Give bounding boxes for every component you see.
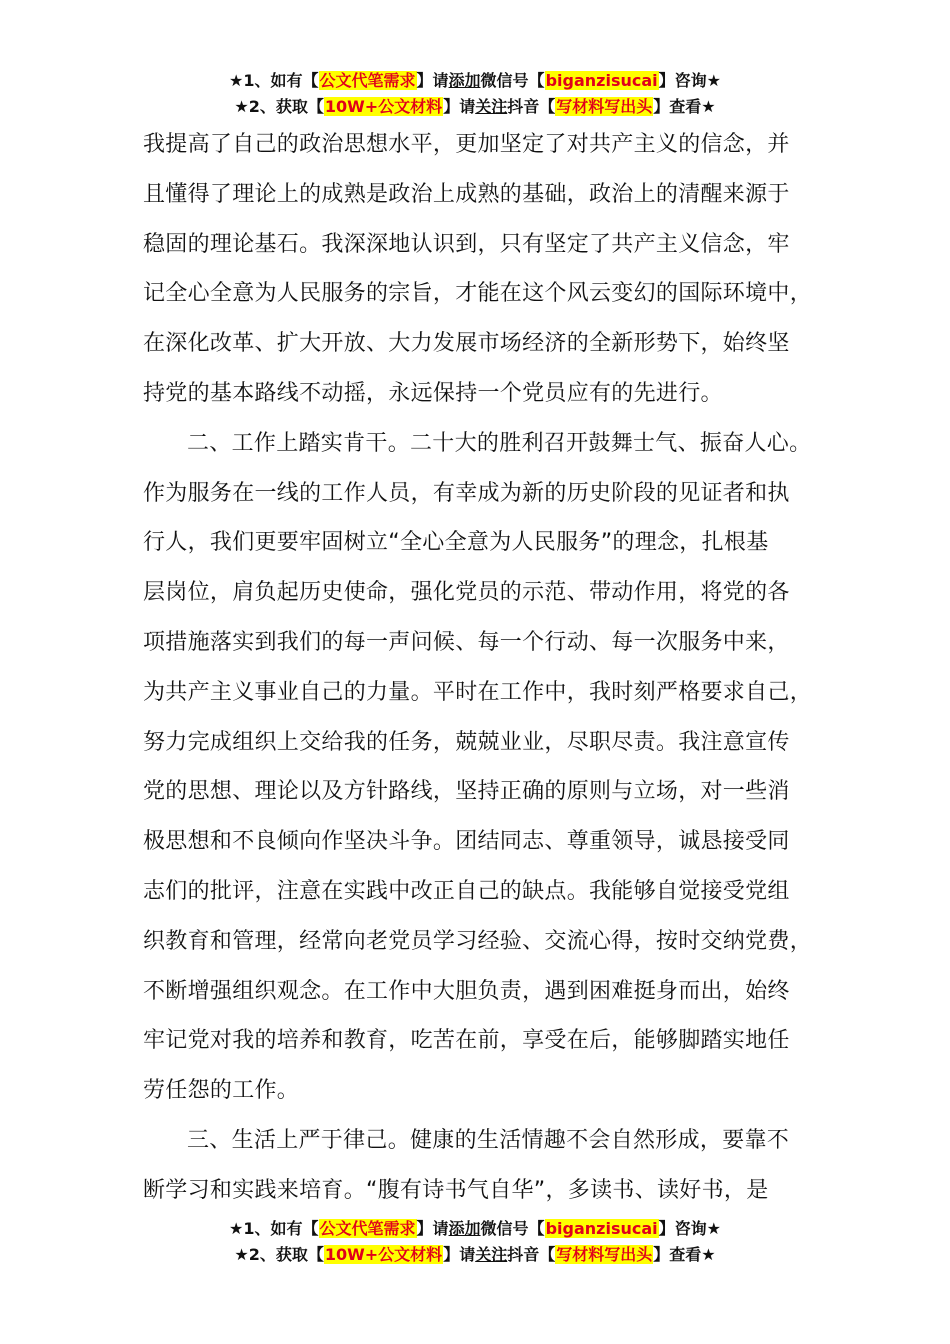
body-line: 层岗位，肩负起历史使命，强化党员的示范、带动作用，将党的各 bbox=[143, 580, 790, 606]
body-line: 且懂得了理论上的成熟是政治上成熟的基础，政治上的清醒来源于 bbox=[143, 181, 790, 207]
banner-text: 】咨询★ bbox=[658, 1219, 721, 1238]
banner-text: ★1、如有【 bbox=[229, 71, 319, 90]
banner-text: 】咨询★ bbox=[658, 71, 721, 90]
body-line: 持党的基本路线不动摇，永远保持一个党员应有的先进行。 bbox=[143, 380, 723, 406]
body-line: 稳固的理论基石。我深深地认识到，只有坚定了共产主义信念，牢 bbox=[143, 231, 790, 257]
body-line: 志们的批评，注意在实践中改正自己的缺点。我能够自觉接受党组 bbox=[143, 878, 790, 904]
banner-text: 】查看★ bbox=[653, 97, 716, 116]
banner-highlight: 公文代笔需求 bbox=[319, 1219, 416, 1238]
banner-text: 】查看★ bbox=[653, 1245, 716, 1264]
header-banner bbox=[0, 68, 950, 120]
body-line: 努力完成组织上交给我的任务，兢兢业业，尽职尽责。我注意宣传 bbox=[143, 729, 790, 755]
banner-text: 】请 bbox=[416, 1219, 449, 1238]
body-line: 党的思想、理论以及方针路线，坚持正确的原则与立场，对一些消 bbox=[143, 779, 790, 805]
body-line: 为共产主义事业自己的力量。平时在工作中，我时刻严格要求自己， bbox=[143, 679, 813, 705]
banner-line-1 bbox=[0, 1216, 950, 1242]
banner-underlined-text: 添加 bbox=[448, 1219, 481, 1238]
banner-text: ★2、获取【 bbox=[234, 1245, 324, 1264]
banner-line-1 bbox=[0, 68, 950, 94]
banner-highlight: 10W+公文材料 bbox=[324, 97, 443, 116]
banner-text: 抖音【 bbox=[507, 97, 556, 116]
body-line: 记全心全意为人民服务的宗旨，才能在这个风云变幻的国际环境中， bbox=[143, 281, 813, 307]
banner-text: 】请 bbox=[443, 97, 476, 116]
banner-underlined-text: 关注 bbox=[475, 97, 508, 116]
body-line: 项措施落实到我们的每一声问候、每一个行动、每一次服务中来， bbox=[143, 629, 790, 655]
banner-underlined-text: 关注 bbox=[475, 1245, 508, 1264]
document-body bbox=[143, 120, 833, 1216]
banner-highlight: 公文代笔需求 bbox=[319, 71, 416, 90]
banner-line-2 bbox=[0, 94, 950, 120]
body-line: 断学习和实践来培育。“腹有诗书气自华”，多读书、读好书，是 bbox=[143, 1177, 769, 1203]
banner-highlight: biganzisucai bbox=[545, 1219, 658, 1238]
banner-highlight: biganzisucai bbox=[545, 71, 658, 90]
section-heading-line: 三、生活上严于律己。健康的生活情趣不会自然形成，要靠不 bbox=[187, 1127, 790, 1153]
body-line: 不断增强组织观念。在工作中大胆负责，遇到困难挺身而出，始终 bbox=[143, 978, 790, 1004]
banner-highlight: 写材料写出头 bbox=[556, 1245, 653, 1264]
banner-text: 微信号【 bbox=[480, 71, 545, 90]
banner-highlight: 10W+公文材料 bbox=[324, 1245, 443, 1264]
footer-banner bbox=[0, 1216, 950, 1268]
banner-text: ★2、获取【 bbox=[234, 97, 324, 116]
body-line: 牢记党对我的培养和教育，吃苦在前，享受在后，能够脚踏实地任 bbox=[143, 1028, 790, 1054]
body-line: 我提高了自己的政治思想水平，更加坚定了对共产主义的信念，并 bbox=[143, 132, 790, 157]
banner-text: ★1、如有【 bbox=[229, 1219, 319, 1238]
body-line: 劳任怨的工作。 bbox=[143, 1078, 300, 1104]
body-line: 作为服务在一线的工作人员，有幸成为新的历史阶段的见证者和执 bbox=[143, 480, 790, 506]
body-line: 在深化改革、扩大开放、大力发展市场经济的全新形势下，始终坚 bbox=[143, 331, 790, 357]
banner-text: 抖音【 bbox=[507, 1245, 556, 1264]
banner-underlined-text: 添加 bbox=[448, 71, 481, 90]
body-line: 织教育和管理，经常向老党员学习经验、交流心得，按时交纳党费， bbox=[143, 928, 813, 954]
section-heading-line: 二、工作上踏实肯干。二十大的胜利召开鼓舞士气、振奋人心。 bbox=[187, 430, 812, 456]
banner-highlight: 写材料写出头 bbox=[556, 97, 653, 116]
banner-text: 微信号【 bbox=[480, 1219, 545, 1238]
body-line: 行人，我们更要牢固树立“全心全意为人民服务”的理念，扎根基 bbox=[143, 530, 769, 556]
banner-text: 】请 bbox=[416, 71, 449, 90]
banner-text: 】请 bbox=[443, 1245, 476, 1264]
body-line: 极思想和不良倾向作坚决斗争。团结同志、尊重领导，诚恳接受同 bbox=[143, 829, 790, 855]
banner-line-2 bbox=[0, 1242, 950, 1268]
